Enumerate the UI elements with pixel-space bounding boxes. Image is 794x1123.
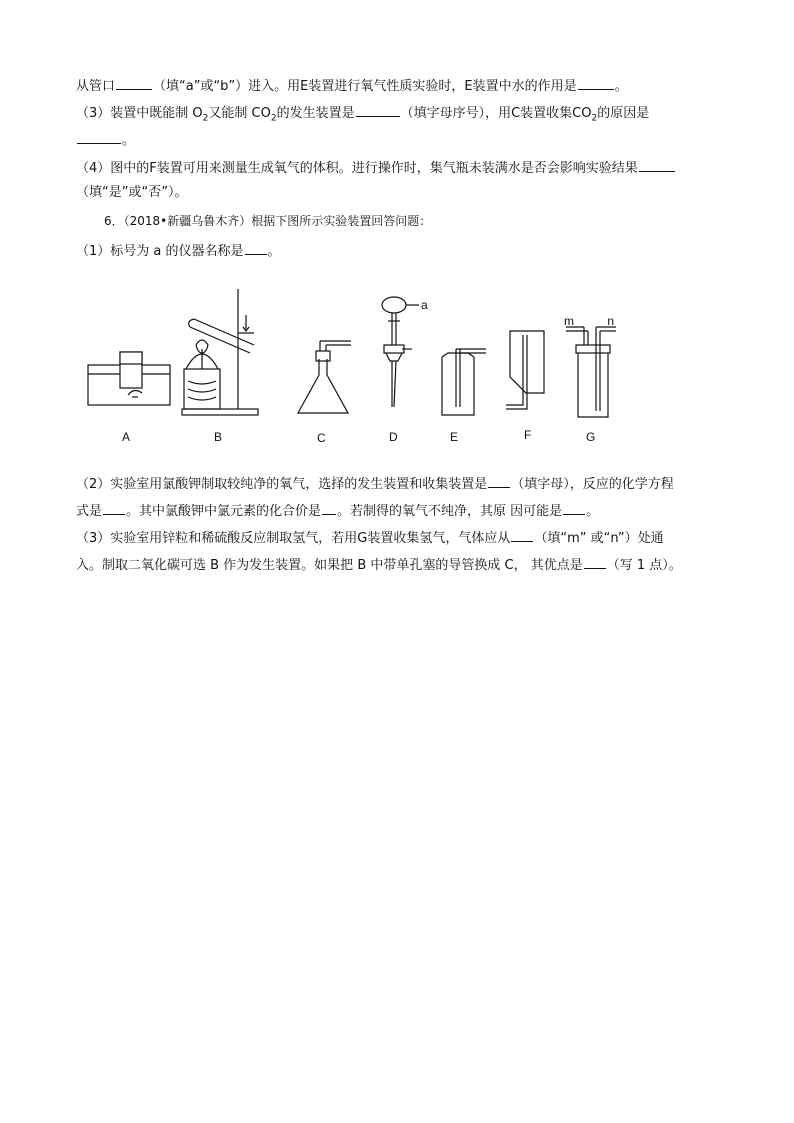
text: 。 [614,79,628,94]
text: （4）图中的F装置可用来测量生成氧气的体积。进行操作时，集气瓶未装满水是否会影响实验结果 [76,161,638,176]
q6-part3 [76,528,664,548]
question-header: 6．（2018•新疆乌鲁木齐）根据下图所示实验装置回答问题： [104,214,432,228]
subscript: 2 [591,113,598,124]
text: 。其中氯酸钾中氯元素的化合价是 [126,504,322,519]
text: 的原因是 [597,106,650,121]
answer-blank[interactable] [511,528,533,542]
apparatus-a [88,352,170,405]
text: 从管口 [76,79,116,94]
apparatus-label-e: E [450,430,459,444]
label-m: m [564,314,574,328]
apparatus-label-d: D [389,430,398,444]
apparatus-label-a: A [122,430,131,444]
q5-part3-cont [76,130,135,150]
q6-part2 [76,474,674,494]
text: 。 [267,244,281,259]
text: （填字母序号），用C装置收集CO [400,106,592,121]
apparatus-label-c: C [317,431,326,445]
q5-part4-cont [76,184,187,202]
q6-part3-cont [76,555,682,575]
apparatus-d [382,297,419,407]
answer-blank[interactable] [116,76,152,90]
text: 式是 [76,504,103,519]
label-n: n [607,314,614,328]
subscript: 2 [202,113,209,124]
answer-blank[interactable] [584,555,606,569]
q5-part3 [76,103,649,128]
text: 。 [122,133,136,148]
subscript: 2 [270,113,277,124]
answer-blank[interactable] [563,501,585,515]
text: 。若制得的氧气不纯净，其原 因可能是 [337,504,563,519]
text: （1）标号为 a 的仪器名称是 [76,244,244,259]
answer-blank[interactable] [488,474,510,488]
text: （2）实验室用氯酸钾制取较纯净的氧气，选择的发生装置和收集装置是 [76,477,488,492]
q6-header [104,212,431,230]
q6-part2-cont [76,501,599,521]
apparatus-figure [76,285,616,450]
apparatus-f [506,331,544,409]
text: （3）实验室用锌粒和稀硫酸反应制取氢气，若用G装置收集氢气，气体应从 [76,531,511,546]
text: 。 [586,504,600,519]
text: （填字母），反应的化学方程 [511,477,674,492]
text: 的发生装置是 [276,106,355,121]
apparatus-label-b: B [214,430,223,444]
text: 又能制 CO [208,106,271,121]
answer-blank[interactable] [578,76,614,90]
text: （填“是”或“否”）。 [76,185,188,200]
answer-blank[interactable] [103,501,125,515]
apparatus-c [298,341,351,413]
answer-blank[interactable] [639,158,675,172]
answer-blank[interactable] [356,103,400,117]
text: （填“a”或“b”）进入。用E装置进行氧气性质实验时，E装置中水的作用是 [153,79,577,94]
apparatus-label-g: G [586,430,596,444]
answer-blank[interactable] [77,130,121,144]
apparatus-g [566,327,616,417]
q5-part4 [76,158,676,178]
q5-line1 [76,76,628,96]
text: （填“m” 或“n”）处通 [534,531,664,546]
apparatus-e [442,349,486,415]
text: （3）装置中既能制 O [76,106,203,121]
answer-blank[interactable] [245,241,267,255]
text: （写 1 点）。 [606,558,682,573]
answer-blank[interactable] [322,501,336,515]
apparatus-b [182,289,258,415]
apparatus-label-f: F [524,428,532,442]
label-a: a [421,298,428,312]
q6-part1 [76,241,281,261]
text: 入。制取二氧化碳可选 B 作为发生装置。如果把 B 中带单孔塞的导管换成 C， 其优点是 [76,558,583,573]
